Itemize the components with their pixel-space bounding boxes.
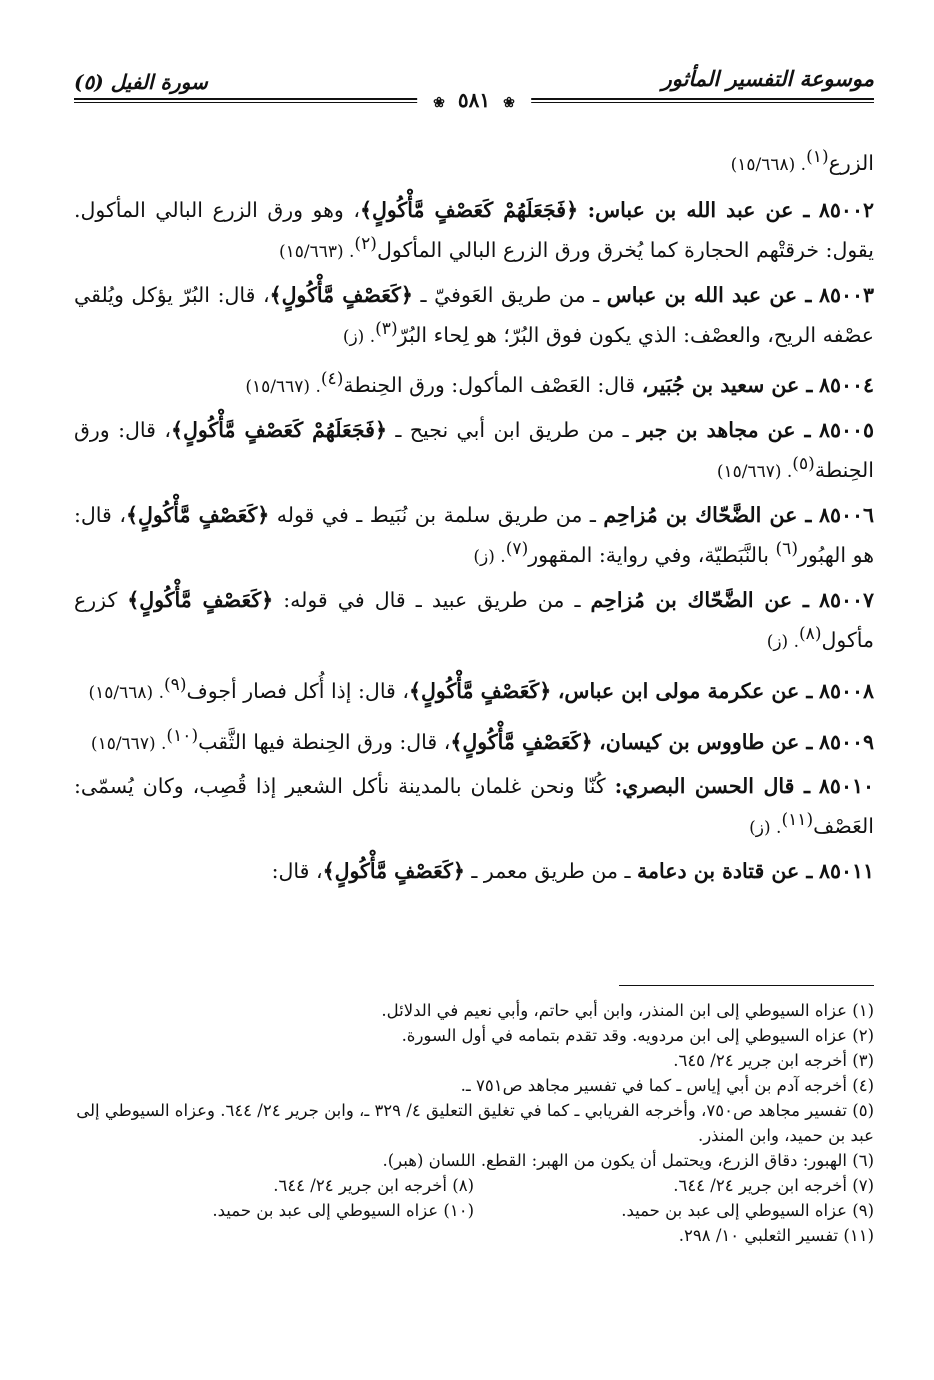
book-title: موسوعة التفسير المأثور	[661, 66, 874, 91]
narrator: ـ عن عبد الله بن عباس:	[587, 197, 810, 222]
footnote-marker: (٢)	[354, 233, 377, 254]
reference: . (ز)	[749, 818, 782, 839]
main-text	[74, 140, 874, 897]
entry-text: كُنّا ونحن غلمان بالمدينة نأكل الشعير إذا قُصِب، وكان يُسمّى: العَصْف	[74, 774, 874, 839]
entry-number: ٨٥٠٠٧	[818, 587, 874, 612]
entry-number: ٨٥٠٠٥	[818, 418, 875, 443]
footnote: (٥) تفسير مجاهد ص٧٥٠، وأخرجه الفريابي ـ كما في تغليق التعليق ٤/ ٣٢٩ ـ، وابن جرير ٢٤/ ٦٤٤. وعزاه السيوطي إلى عبد بن حميد، وابن المنذر.	[76, 1101, 874, 1145]
entry-85004	[74, 362, 874, 409]
quran-ayah: ﴿كَعَصْفٍ مَّأْكُولٍ﴾	[127, 587, 274, 612]
footnote-marker: (٩)	[163, 674, 187, 695]
entry-number: ٨٥٠٠٩	[818, 729, 874, 754]
entry-85003	[74, 278, 874, 359]
entry-85011	[74, 854, 874, 893]
reference: . (١٥/٦٦٨)	[88, 682, 164, 703]
entry-text: ، قال: ورق الحِنطة فيها الثَّقب	[198, 729, 451, 754]
footnote-marker: (٥)	[792, 454, 815, 475]
reference: . (ز)	[342, 326, 376, 347]
reference: . (١٥/٦٦٧)	[90, 733, 167, 754]
footnotes	[74, 998, 874, 1248]
narrator: ـ قال الحسن البصري:	[614, 774, 810, 799]
chain-text: ـ من طريق العَوفيّ ـ	[412, 282, 607, 307]
entry-text: ، قال: البُرّ يؤكل ويُلقي عصْفه الريح، والعصْف: الذي يكون فوق البُرّ؛ هو لِحاء البُرّ	[74, 282, 874, 347]
entry-85009	[74, 719, 874, 766]
entry-number: ٨٥٠٠٤	[818, 373, 874, 398]
entry-text: ، قال: ورق الحِنطة	[74, 418, 874, 483]
footnote-marker: (١)	[806, 147, 829, 167]
narrator: ـ عن مجاهد بن جبر	[637, 418, 811, 443]
footnote: (٧) أخرجه ابن جرير ٢٤/ ٦٤٤.	[673, 1176, 874, 1195]
chain-text: ـ من طريق ابن أبي نجيح ـ	[386, 418, 638, 443]
footnote-row	[74, 1198, 874, 1223]
entry-85008	[74, 668, 874, 715]
entry-85002	[74, 193, 874, 274]
footnote-marker: (٨)	[798, 623, 822, 644]
quran-ayah: ﴿كَعَصْفٍ مَّأْكُولٍ﴾	[322, 859, 465, 884]
narrator: ـ عن سعيد بن جُبَير،	[641, 373, 813, 398]
page-number: ٥٨١	[457, 88, 491, 112]
footnote: (١١) تفسير الثعلبي ١٠/ ٢٩٨.	[678, 1226, 874, 1245]
entry-number: ٨٥٠١١	[818, 859, 874, 884]
entry-text: ، وهو ورق الزرع البالي المأكول. يقول: خرقتْهم الحجارة كما يُخرق ورق الزرع البالي المأكول	[74, 197, 874, 262]
footnote: (٤) أخرجه آدم بن أبي إياس ـ كما في تفسير مجاهد ص٧٥١ ـ.	[460, 1076, 874, 1095]
entry-85007	[74, 583, 874, 664]
quran-ayah: ﴿فَجَعَلَهُمْ كَعَصْفٍ مَّأْكُولٍ﴾	[359, 197, 579, 222]
narrator: ـ عن الضَّحّاك بن مُزاحِم	[603, 503, 812, 528]
narrator: ـ عن الضَّحّاك بن مُزاحِم	[590, 587, 809, 612]
quran-ayah: ﴿كَعَصْفٍ مَّأْكُولٍ﴾	[450, 729, 593, 754]
quran-ayah: ﴿فَجَعَلَهُمْ كَعَصْفٍ مَّأْكُولٍ﴾	[170, 418, 387, 443]
footnote: (٩) عزاه السيوطي إلى عبد بن حميد.	[621, 1201, 874, 1220]
ornament-icon: ❀	[503, 95, 515, 111]
surah-title: سورة الفيل (٥)	[74, 70, 208, 94]
footnote: (٣) أخرجه ابن جرير ٢٤/ ٦٤٥.	[673, 1051, 874, 1070]
narrator: ـ عن عكرمة مولى ابن عباس،	[557, 678, 813, 703]
quran-ayah: ﴿كَعَصْفٍ مَّأْكُولٍ﴾	[409, 678, 552, 703]
footnote: (٨) أخرجه ابن جرير ٢٤/ ٦٤٤.	[273, 1176, 474, 1195]
footnote-marker: (٣)	[375, 318, 398, 339]
footnote: (٢) عزاه السيوطي إلى ابن مردويه. وقد تقدم بتمامه في أول السورة.	[401, 1026, 874, 1045]
footnote-row	[74, 1173, 874, 1198]
entry-85006	[74, 498, 874, 579]
narrator: ـ عن عبد الله بن عباس	[606, 282, 812, 307]
entry-text-2: بالنَّبَطيّة، وفي رواية: المقهور	[528, 542, 776, 567]
footnote-marker: (٦)	[775, 539, 799, 560]
page-header	[74, 58, 874, 118]
reference: . (١٥/٦٦٧)	[716, 462, 793, 483]
quran-ayah: ﴿كَعَصْفٍ مَّأْكُولٍ﴾	[125, 503, 270, 528]
entry-text: قال: العَصْف المأكول: ورق الحِنطة	[343, 373, 642, 398]
ornament-icon: ❀	[433, 95, 445, 111]
footnote-marker: (١٠)	[166, 725, 199, 746]
footnote-marker: (١١)	[781, 810, 814, 831]
entry-number: ٨٥٠١٠	[818, 774, 874, 799]
narrator: ـ عن قتادة بن دعامة	[637, 859, 813, 884]
entry-text: كزرع مأكول	[74, 587, 874, 652]
chain-text: ـ من طريق معمر ـ	[464, 859, 638, 884]
reference: . (١٥/٦٦٧)	[245, 377, 321, 398]
continued-paragraph: الزرع$^{(١)}$. (١٥/٦٦٨)	[730, 147, 874, 175]
footnote-marker: (٤)	[320, 369, 344, 390]
page-number-block	[417, 88, 531, 112]
entry-85005	[74, 413, 874, 494]
entry-text: ، قال:	[271, 859, 323, 884]
chain-text: ـ من طريق سلمة بن نُبَيط ـ في قوله	[269, 503, 604, 528]
footnote-marker: (٧)	[505, 539, 529, 560]
reference: . (ز)	[766, 631, 799, 652]
reference: . (١٥/٦٦٨)	[730, 154, 807, 175]
entry-number: ٨٥٠٠٦	[818, 503, 874, 528]
entry-number: ٨٥٠٠٨	[818, 678, 874, 703]
reference: . (ز)	[473, 546, 506, 567]
footnote: (١) عزاه السيوطي إلى ابن المنذر، وابن أبي حاتم، وأبي نعيم في الدلائل.	[381, 1001, 874, 1020]
footnote: (١٠) عزاه السيوطي إلى عبد بن حميد.	[212, 1201, 474, 1220]
footnote: (٦) الهبور: دقاق الزرع، ويحتمل أن يكون من الهبر: القطع. اللسان (هبر).	[382, 1151, 874, 1170]
entry-85010	[74, 769, 874, 850]
quran-ayah: ﴿كَعَصْفٍ مَّأْكُولٍ﴾	[269, 282, 413, 307]
reference: . (١٥/٦٦٣)	[278, 241, 355, 262]
chain-text: ـ من طريق عبيد ـ قال في قوله:	[273, 587, 591, 612]
narrator: ـ عن طاووس بن كيسان،	[599, 729, 813, 754]
entry-text: ، قال: إذا أُكل فصار أجوف	[186, 678, 409, 703]
entry-number: ٨٥٠٠٢	[818, 197, 874, 222]
entry-text: ، قال: هو الهبُور	[74, 503, 874, 567]
footnote-separator	[619, 985, 874, 986]
entry-number: ٨٥٠٠٣	[818, 282, 875, 307]
